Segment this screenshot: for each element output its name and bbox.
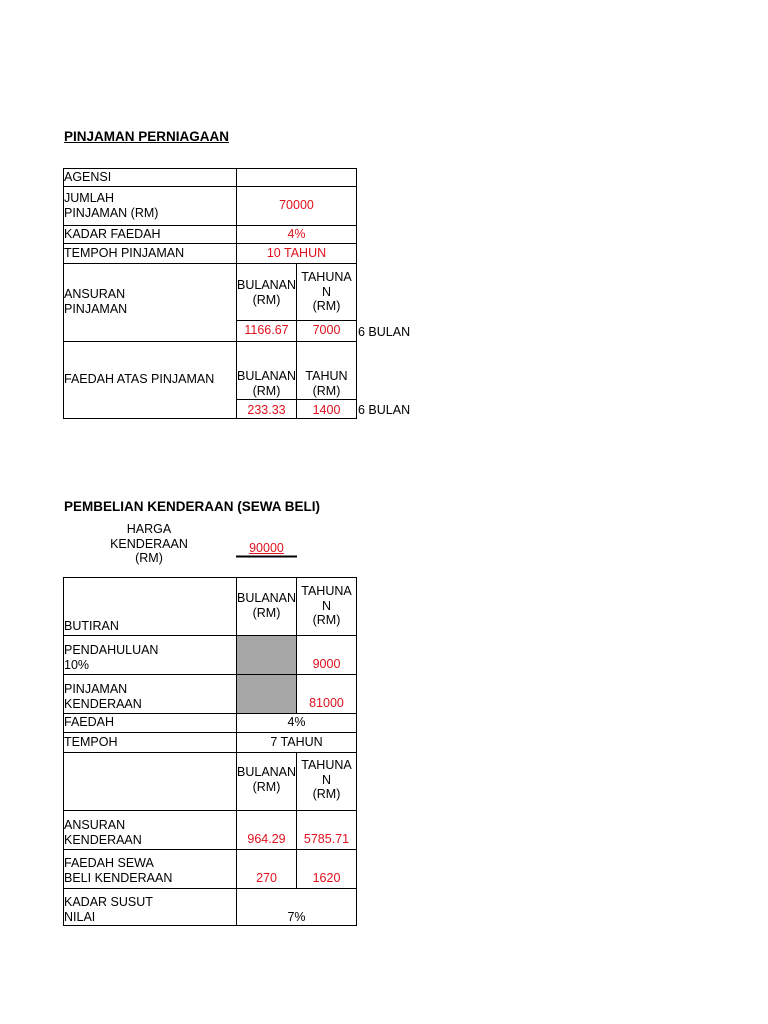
kadar-susut-nilai-value: 7% [287,910,306,924]
kadar-susut-nilai-label: KADAR SUSUT NILAI [64,895,153,924]
ansuran-bulanan-value: 1166.67 [244,323,289,337]
jumlah-pinjaman-value: 70000 [279,198,314,212]
faedah-atas-pinjaman-label: FAEDAH ATAS PINJAMAN [64,372,215,386]
faedah-value: 4% [287,715,306,729]
pendahuluan-value: 9000 [312,657,341,671]
faedah-tahunan-value: 1400 [312,403,341,417]
tempoh-label: TEMPOH [64,735,118,749]
ansuran-pinjaman-label: ANSURAN PINJAMAN [64,287,128,316]
tempoh-pinjaman-label: TEMPOH PINJAMAN [64,246,185,260]
faedah-bulanan-value: 233.33 [247,403,286,417]
faedah-note: 6 BULAN [358,403,411,417]
tahunan-header-2: TAHUNA N (RM) [301,758,352,801]
jumlah-pinjaman-label: JUMLAH PINJAMAN (RM) [64,191,159,220]
faedah-sewa-tahunan-value: 1620 [312,871,341,885]
pendahuluan-label: PENDAHULUAN 10% [64,643,159,672]
tempoh-value: 7 TAHUN [270,735,323,749]
faedah-tahunan-header: TAHUN (RM) [305,369,348,398]
bulanan-header-2: BULANAN (RM) [237,765,297,794]
ansuran-kenderaan-bulanan-value: 964.29 [247,832,286,846]
tempoh-pinjaman-value: 10 TAHUN [266,246,327,260]
pinjaman-kenderaan-label: PINJAMAN KENDERAAN [64,682,142,711]
pendahuluan-bulanan-shaded-cell [237,636,296,674]
ansuran-note: 6 BULAN [358,325,411,339]
pinjaman-kenderaan-value: 81000 [309,696,344,710]
faedah-bulanan-header: BULANAN (RM) [237,369,297,398]
ansuran-tahunan-value: 7000 [312,323,341,337]
section1-title: PINJAMAN PERNIAGAAN [64,129,230,144]
faedah-label: FAEDAH [64,715,115,729]
kadar-faedah-label: KADAR FAEDAH [64,227,161,241]
pinjaman-bulanan-shaded-cell [237,675,296,713]
ansuran-kenderaan-tahunan-value: 5785.71 [303,832,350,846]
faedah-sewa-beli-label: FAEDAH SEWA BELI KENDERAAN [64,856,173,885]
tahunan-header: TAHUNA N (RM) [301,584,352,627]
faedah-sewa-bulanan-value: 270 [256,871,277,885]
ansuran-bulanan-header: BULANAN (RM) [237,278,297,307]
harga-kenderaan-value: 90000 [249,541,284,555]
bulanan-header: BULANAN (RM) [237,591,297,620]
kadar-faedah-value: 4% [287,227,306,241]
butiran-label: BUTIRAN [64,619,119,633]
harga-kenderaan-label: HARGA KENDERAAN (RM) [110,522,188,565]
ansuran-kenderaan-label: ANSURAN KENDERAAN [64,818,142,847]
section2-title: PEMBELIAN KENDERAAN (SEWA BELI) [64,499,321,514]
ansuran-tahunan-header: TAHUNA N (RM) [301,270,352,313]
agensi-label: AGENSI [64,170,112,184]
